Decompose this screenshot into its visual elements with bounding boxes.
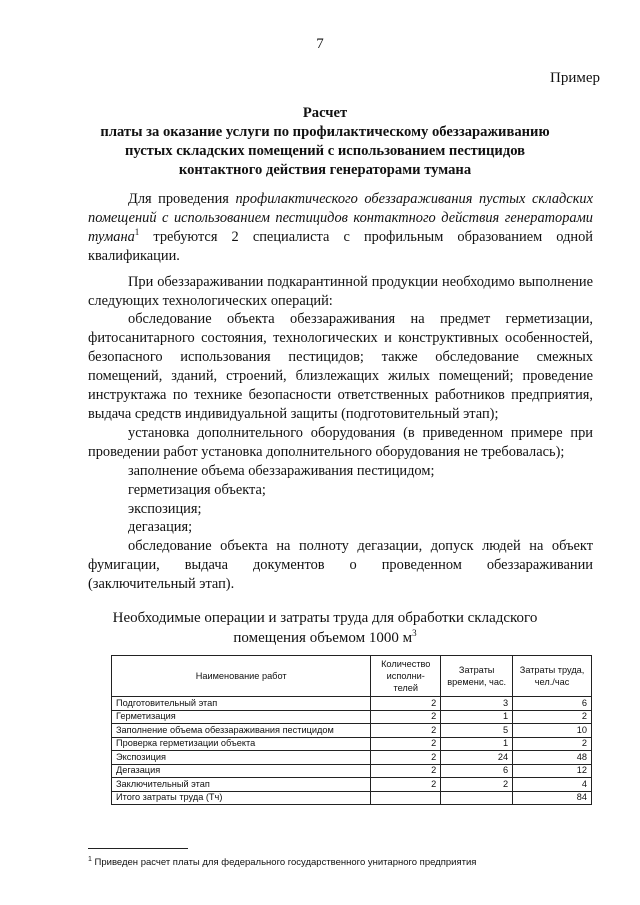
title-line-4: контактного действия генераторами тумана <box>178 162 472 178</box>
operation-item: обследование объекта обеззараживания на предмет герметизации, фитосанитарного состояния, технологических и конструктивных особенностей, безопасного использования пестицидов; также обследование смежных помещений, зданий, строений, близлежащих жилых помещений; проведение инструктажа по технике безопасности ответственных работников предприятия, выдача средств индивидуальной защиты (подготовительный этап); <box>88 311 593 422</box>
cell-time: 3 <box>441 697 513 711</box>
cell-time: 1 <box>441 710 513 724</box>
table-caption-text: помещения объемом 1000 м <box>233 630 413 646</box>
title-line-2: платы за оказание услуги по профилактическому обеззараживанию <box>100 124 550 140</box>
cell-labor: 12 <box>513 764 592 778</box>
cell-labor: 4 <box>513 778 592 792</box>
operation-item: экспозиция; <box>128 500 202 517</box>
operation-item: установка дополнительного оборудования (в приведенном примере при проведении работ установка дополнительного оборудования не требовалась); <box>88 424 593 460</box>
cell-work: Заполнение объема обеззараживания пестицидом <box>112 724 371 738</box>
cell-work: Заключительный этап <box>112 778 371 792</box>
cell-labor: 6 <box>513 697 592 711</box>
cell-labor: 84 <box>513 791 592 805</box>
table-row <box>112 724 592 738</box>
intro-paragraph <box>88 190 593 266</box>
table-row <box>112 764 592 778</box>
intro-italic: профилактического обеззараживания пустых складских помещений с использованием пестицидов контактного действия генераторами тумана <box>88 191 594 245</box>
page-number: 7 <box>316 36 324 52</box>
table-caption <box>100 608 550 648</box>
cell-performers: 2 <box>371 697 441 711</box>
table-caption-line-1: Необходимые операции и затраты труда для обработки складского <box>112 610 538 626</box>
cell-performers <box>371 791 441 805</box>
table-header-row <box>112 656 592 697</box>
cell-time: 6 <box>441 764 513 778</box>
cell-work: Герметизация <box>112 710 371 724</box>
table-row <box>112 751 592 765</box>
cell-time: 1 <box>441 737 513 751</box>
cell-labor: 10 <box>513 724 592 738</box>
body-text <box>88 190 593 594</box>
cell-work: Подготовительный этап <box>112 697 371 711</box>
footnote-mark: 1 <box>88 855 92 863</box>
header-time: Затраты времени, час. <box>441 656 513 697</box>
header-work-name: Наименование работ <box>112 656 371 697</box>
cell-labor: 48 <box>513 751 592 765</box>
table-row <box>112 697 592 711</box>
cell-performers: 2 <box>371 724 441 738</box>
cell-work: Проверка герметизации объекта <box>112 737 371 751</box>
cell-labor: 2 <box>513 737 592 751</box>
cell-performers: 2 <box>371 737 441 751</box>
table-row <box>112 737 592 751</box>
cubic-superscript: 3 <box>412 628 417 638</box>
footnote-divider <box>88 848 188 849</box>
table-total-row <box>112 791 592 805</box>
cell-work: Экспозиция <box>112 751 371 765</box>
cell-time: 5 <box>441 724 513 738</box>
cell-work: Итого затраты труда (Тч) <box>112 791 371 805</box>
operation-item: заполнение объема обеззараживания пестицидом; <box>128 462 435 479</box>
title-line-3: пустых складских помещений с использованием пестицидов <box>124 143 526 159</box>
cell-time: 24 <box>441 751 513 765</box>
cell-labor: 2 <box>513 710 592 724</box>
operation-item: герметизация объекта; <box>128 481 266 498</box>
cell-performers: 2 <box>371 778 441 792</box>
footnote-ref: 1 <box>134 227 140 238</box>
operations-intro: При обеззараживании подкарантинной продукции необходимо выполнение следующих технологических операций: <box>88 273 593 309</box>
example-label: Пример <box>549 70 600 86</box>
cell-performers: 2 <box>371 751 441 765</box>
operation-item: обследование объекта на полноту дегазации, допуск людей на объект фумигации, выдача документов о проведенном обеззараживании (заключительный этап). <box>88 538 593 593</box>
document-title <box>80 104 570 180</box>
table-caption-line-2 <box>100 628 550 648</box>
operation-item: дегазация; <box>128 519 193 536</box>
table-row <box>112 710 592 724</box>
cell-work: Дегазация <box>112 764 371 778</box>
header-labor: Затраты труда, чел./час <box>513 656 592 697</box>
intro-suffix: требуются 2 специалиста с профильным образованием одной квалификации. <box>88 228 593 264</box>
cell-time: 2 <box>441 778 513 792</box>
intro-prefix: Для проведения <box>128 191 236 207</box>
title-line-1: Расчет <box>302 105 348 121</box>
header-performers: Количество исполни-телей <box>371 656 441 697</box>
labor-cost-table <box>111 655 592 805</box>
footnote-text: Приведен расчет платы для федерального государственного унитарного предприятия <box>91 857 477 868</box>
footnote <box>88 857 476 868</box>
table-row <box>112 778 592 792</box>
cell-performers: 2 <box>371 710 441 724</box>
cell-performers: 2 <box>371 764 441 778</box>
cell-time <box>441 791 513 805</box>
